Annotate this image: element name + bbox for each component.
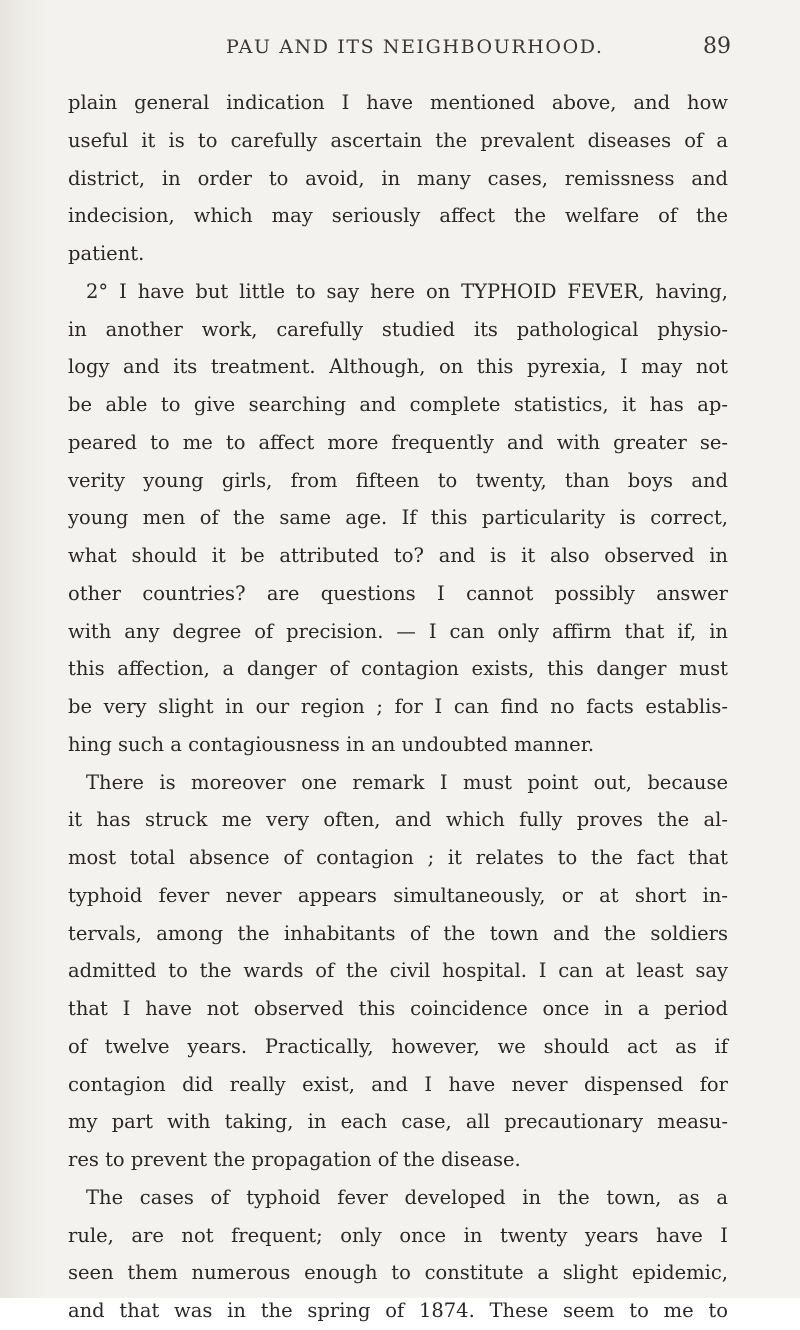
text-line: useful it is to carefully ascertain the prevalent diseases of a (68, 128, 728, 152)
text-line: 2° I have but little to say here on TYPHOID FEVER, having, (86, 279, 728, 303)
text-line: There is moreover one remark I must point out, because (86, 770, 728, 794)
text-line: other countries? are questions I cannot possibly answer (68, 581, 728, 605)
text-line: with any degree of precision. — I can only affirm that if, in (68, 619, 728, 643)
text-line: of twelve years. Practically, however, we should act as if (68, 1034, 728, 1058)
text-line: verity young girls, from fifteen to twenty, than boys and (68, 468, 728, 492)
text-line: seen them numerous enough to constitute a slight epidemic, (68, 1261, 728, 1285)
text-line: logy and its treatment. Although, on this pyrexia, I may not (68, 355, 728, 379)
page-number: 89 (703, 34, 731, 59)
text-line: what should it be attributed to? and is it also observed in (68, 544, 728, 567)
text-line: most total absence of contagion ; it relates to the fact that (68, 846, 728, 869)
text-line: tervals, among the inhabitants of the town and the soldiers (68, 921, 728, 945)
text-line: in another work, carefully studied its pathological physio- (68, 317, 728, 341)
running-title: PAU AND ITS NEIGHBOURHOOD. (226, 36, 604, 58)
text-line: that I have not observed this coincidence once in a period (68, 997, 728, 1020)
text-line: The cases of typhoid fever developed in the town, as a (86, 1185, 728, 1209)
text-line: district, in order to avoid, in many cases, remissness and (68, 166, 728, 190)
text-line: admitted to the wards of the civil hospital. I can at least say (68, 959, 728, 983)
text-line: be able to give searching and complete statistics, it has ap- (68, 393, 728, 416)
running-head (0, 36, 800, 64)
text-line: typhoid fever never appears simultaneously, or at short in- (68, 883, 728, 907)
text-line: plain general indication I have mentioned above, and how (68, 91, 728, 114)
text-line: peared to me to affect more frequently and with greater se- (68, 430, 728, 454)
body-text (68, 84, 728, 1330)
page-edge-shadow (0, 0, 48, 1298)
text-line: contagion did really exist, and I have never dispensed for (68, 1072, 728, 1096)
text-line: hing such a contagiousness in an undoubted manner. (68, 732, 595, 756)
text-line: my part with taking, in each case, all precautionary measu- (68, 1110, 728, 1134)
text-line: res to prevent the propagation of the disease. (68, 1148, 521, 1171)
text-line: this affection, a danger of contagion exists, this danger must (68, 657, 728, 681)
text-line: be very slight in our region ; for I can find no facts establis- (68, 695, 728, 718)
text-line: rule, are not frequent; only once in twenty years have I (68, 1223, 728, 1247)
text-line: and that was in the spring of 1874. These seem to me to (68, 1299, 728, 1322)
text-line: patient. (68, 242, 145, 265)
text-line: it has struck me very often, and which fully proves the al- (68, 808, 728, 832)
text-line: young men of the same age. If this particularity is correct, (68, 506, 728, 530)
text-line: indecision, which may seriously affect the welfare of the (68, 204, 728, 228)
